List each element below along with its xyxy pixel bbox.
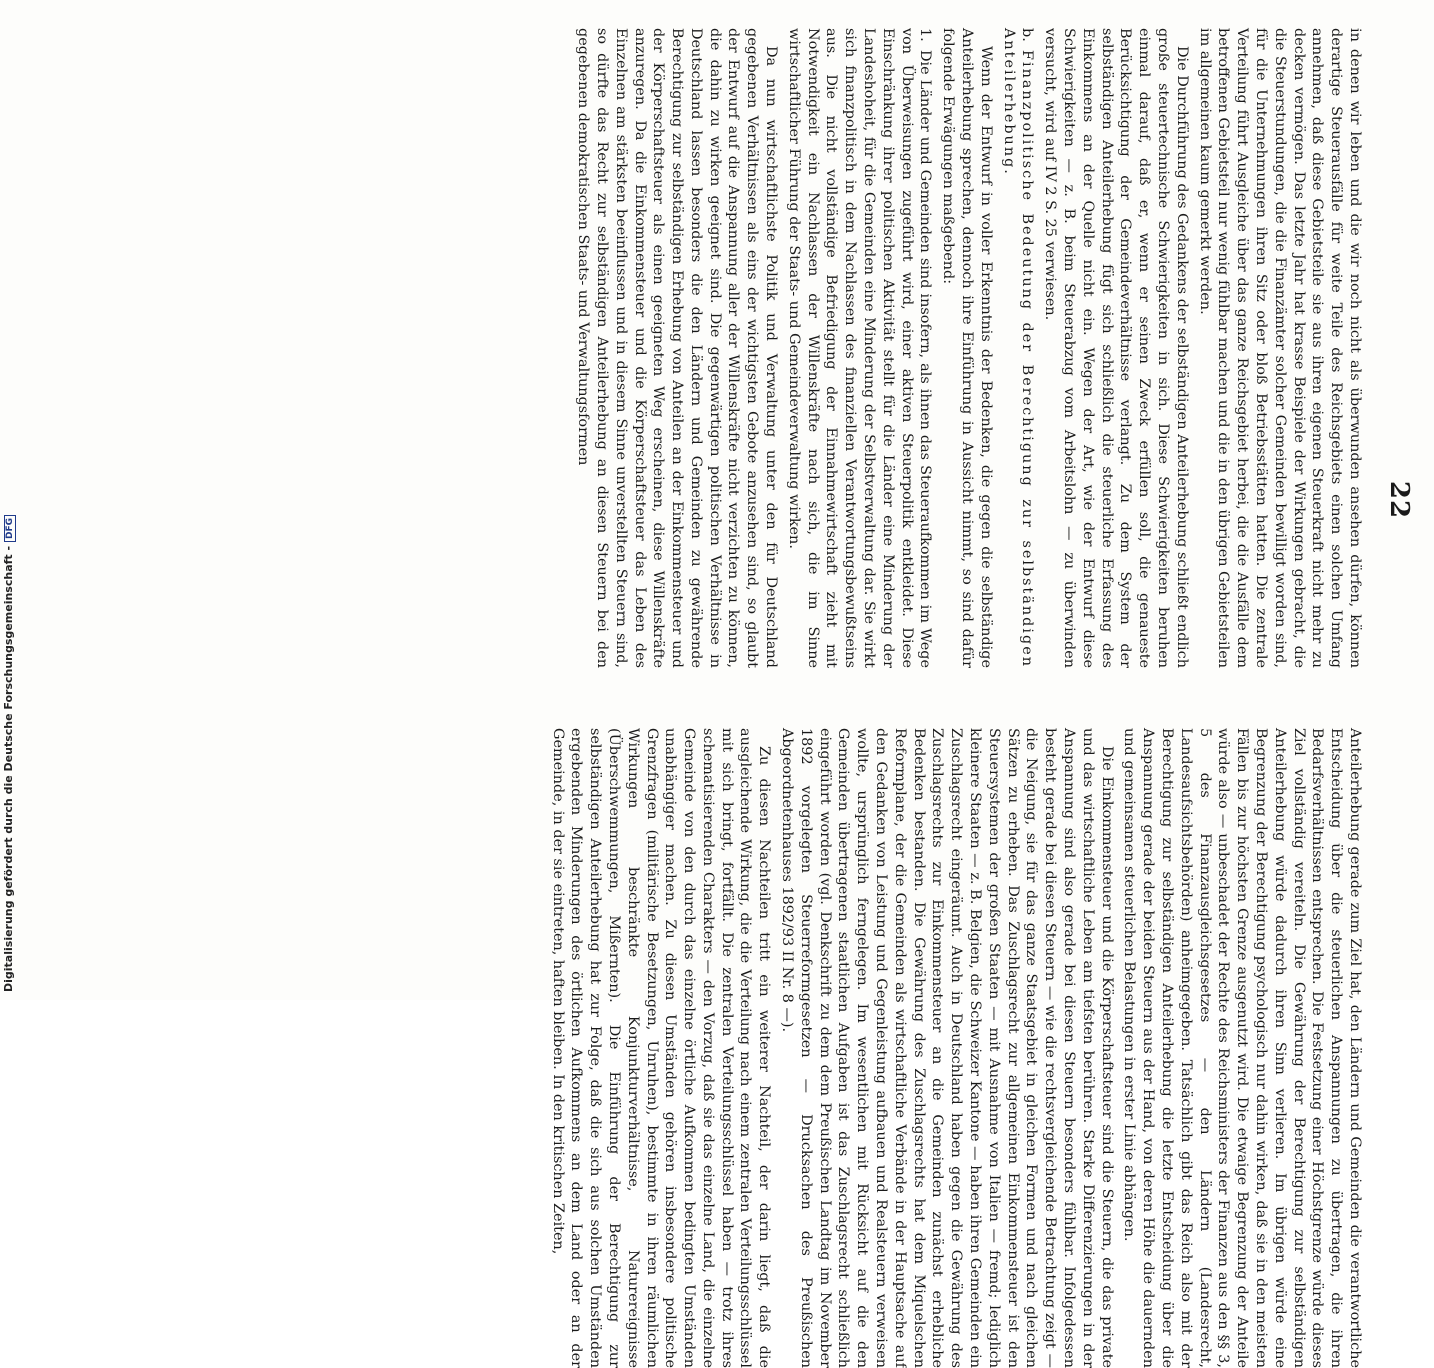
section-letter: b. bbox=[1019, 28, 1036, 42]
item-1-text: Die Länder und Gemeinden sind insofern, als ihnen das Steueraufkommen im Wege von Überweisungen zugeführt wird, einer aktiven Steuerpolitik entkleidet. Diese Einschränkung ihrer politischen Aktivität stellt für die Länder eine Minderung der Landeshoheit, für die Gemeinden eine Minderung der Selbstverwaltung dar. Sie wirkt sich finanzpolitisch in dem Nachlassen des finanziellen Verantwortungsbewußtseins aus. Die nicht vollständige Befriedigung der Einnahmewirtschaft zieht mit Notwendigkeit ein Nachlassen der Willenskräfte nach sich, die im Sinne wirtschaftlicher Führung der Staats- und Gemeindeverwaltung wirken. bbox=[785, 28, 934, 668]
right-paragraph-2: Die Durchführung des Gedankens der selbständigen Anteilerhebung schließt endlich große steuertechnische Schwierigkeiten in sich. Diese Schwierigkeiten beruhen einmal darauf, daß er, wenn er seinen Zweck erfüllen soll, die genaueste Berücksichtigung der Gemeindeverhältnisse verlangt. Zu dem System der selbständigen Anteilerhebung fügt sich schließlich die steuerliche Erfassung des Einkommens an der Quelle nicht ein. Wegen der Art, wie der Entwurf diese Schwierigkeiten — z. B. beim Steuerabzug vom Arbeitslohn — zu überwinden versucht, wird auf IV 2 S. 25 verwiesen. bbox=[1042, 28, 1190, 668]
item-1-number: 1. bbox=[917, 28, 934, 42]
left-paragraph-2: Die Einkommensteuer und die Körperschaftsteuer sind die Steuern, die das private und das wirtschaftliche Leben am tiefsten berühren. Starke Differenzierungen in der Anspannung sind also gerade bei diesen Steuern besonders fühlbar. Infolgedessen besteht gerade bei diesen Steuern — wie die rechtsvergleichende Betrachtung zeigt — die Neigung, sie für das ganze Staatsgebiet in gleichen Formen und nach gleichen Sätzen zu erheben. Das Zuschlagsrecht zur allgemeinen Einkommensteuer ist den Steuersystemen der großen Staaten — mit Ausnahme von Italien — fremd; lediglich kleinere Staaten — z. B. Belgien, die Schweizer Kantone — haben ihren Gemeinden ein Zuschlagsrecht eingeräumt. Auch in Deutschland haben gegen die Gewährung des Zuschlagsrechts zur Einkommensteuer an die Gemeinden zunächst erhebliche Bedenken bestanden. Die Gewährung des Zuschlagsrechts hat dem Miquelschen Reformplane, der die Gemeinden als wirtschaftliche Verbände in der Hauptsache auf den Gedanken von Leistung und Gegenleistung aufbauen und Realsteuern verweisen wollte, ursprünglich ferngelegen. Im wesentlichen mit Rücksicht auf die den Gemeinden übertragenen staatlichen Aufgaben ist das Zuschlagsrecht schließlich eingeführt worden (vgl. Denkschrift zu dem dem Preußischen Landtag im November 1892 vorgelegten Steuerreformgesetzen — Drucksachen des Preußischen Abgeordnetenhauses 1892/93 II Nr. 8 —). bbox=[779, 728, 1115, 1368]
item-1 bbox=[784, 28, 934, 668]
footer-strip bbox=[0, 0, 20, 1000]
section-b-intro: Wenn der Entwurf in voller Erkenntnis der Bedenken, die gegen die selbständige Anteilerhebung sprechen, dennoch ihre Einführung in Aussicht nimmt, so sind dafür folgende Erwägungen maßgebend: bbox=[940, 28, 994, 668]
page-number: 22 bbox=[1384, 480, 1414, 520]
item-1-continuation: Da nun wirtschaftlichste Politik und Verwaltung unter den für Deutschland gegebenen Verhältnissen als eins der wichtigsten Gebote anzusehen sind, so glaubt der Entwurf auf die Anspannung aller der Willenskräfte nicht verzichten zu können, die dahin zu wirken geeignet sind. Die gegenwärtigen politischen Verhältnisse in Deutschland lassen besonders die den Ländern und Gemeinden zu gewährende Berechtigung zur selbständigen Erhebung von Anteilen an der Einkommensteuer und der Körperschaftsteuer als einen geeigneten Weg erscheinen, diese Willenskräfte anzuregen. Da die Einkommensteuer und die Körperschaftsteuer das Leben des Einzelnen am stärksten beeinflussen und in diesem Sinne unverstellten Steuern sind, so dürfte das Recht zur selbständigen Anteilerhebung an diesen Steuern bei den gegebenen demokratischen Staats- und Verwaltungsformen bbox=[575, 28, 780, 668]
section-title: Finanzpolitische Bedeutung der Berechtigung zur selbständigen Anteilerhebung. bbox=[1000, 28, 1036, 668]
right-paragraph-1: in denen wir leben und die wir noch nicht als überwunden ansehen dürfen, können derartige Steuerausfälle für weite Teile des Reichsgebiets einen solchen Umfang annehmen, daß diese Gebietsteile sie aus ihren eigenen Steuerkraft nicht mehr zu decken vermögen. Das letzte Jahr hat krasse Beispiele der Wirkungen gebracht, die die Steuerstundungen, die die Finanzämter solcher Gemeinden bewilligt worden sind, für die Unternehmungen ihren Sitz oder bloß Betriebsstätten hatten. Die zentrale Verteilung führt Ausgleiche über das ganze Reichsgebiet herbei, die die Ausfälle dem betroffenen Gebietsteil nur wenig fühlbar machen und die in den übrigen Gebietsteilen im allgemeinen kaum gemerkt werden. bbox=[1196, 28, 1363, 668]
left-paragraph-3: Zu diesen Nachteilen tritt ein weiterer Nachteil, der darin liegt, daß die ausgleichende Wirkung, die die Verteilung nach einem zentralen Verteilungsschlüssel mit sich bringt, fortfällt. Die zentralen Verteilungsschlüssel haben — trotz ihres schematisierenden Charakters — den Vorzug, daß sie das einzelne Land, die einzelne Gemeinde von den durch das einzelne örtliche Aufkommen bedingten Umständen unabhängiger machen. Zu diesen Umständen gehören insbesondere politische Grenzfragen (militärische Besetzungen, Unruhen), bestimmte in ihren räumlichen Wirkungen beschränkte Konjunkturverhältnisse, Naturereignisse (Überschwemmungen, Mißernten). Die Einführung der Berechtigung zur selbständigen Anteilerhebung hat zur Folge, daß die sich aus solchen Umständen ergebenden Minderungen des örtlichen Aufkommens an dem Land oder an der Gemeinde, in der sie eintreten, haften bleiben. In den kritischen Zeiten, bbox=[549, 728, 773, 1368]
dfg-logo-icon: DFG bbox=[4, 515, 16, 542]
right-column bbox=[569, 28, 1364, 668]
left-column bbox=[544, 728, 1364, 1368]
section-heading-b bbox=[999, 28, 1037, 668]
left-paragraph-1: Anteilerhebung gerade zum Ziel hat, den Ländern und Gemeinden die verantwortliche Entscheidung über die steuerlichen Anspannungen zu übertragen, die ihren Bedarfsverhältnissen entsprechen. Die Festsetzung einer Höchstgrenze würde dieses Ziel vollständig vereiteln. Die Gewährung der Berechtigung zur selbständigen Anteilerhebung würde dadurch ihren Sinn verlieren. Im übrigen würde eine Begrenzung der Berechtigung psychologisch nur dahin wirken, daß sie in den meisten Fällen bis zur höchsten Grenze ausgenutzt wird. Die etwaige Begrenzung der Anteile würde also — unbeschadet der Rechte des Reichsministers der Finanzen aus den §§ 3, 5 des Finanzausgleichsgesetzes — den Ländern (Landesrecht, Landesaufsichtsbehörden) anheimgegeben. Tatsächlich gibt das Reich also mit der Berechtigung zur selbständigen Anteilerhebung die letzte Entscheidung über die Anspannung gerade der beiden Steuern aus der Hand, von deren Höhe die dauernden und gemeinsamen steuerlichen Belastungen in erster Linie abhängen. bbox=[1121, 728, 1363, 1368]
page-body bbox=[20, 0, 1434, 1368]
footer-credit-text: Digitalisierung gefördert durch die Deutsche Forschungsgemeinschaft - bbox=[2, 545, 15, 992]
footer-credit bbox=[2, 515, 16, 992]
rotated-page-area bbox=[20, 0, 1434, 1368]
